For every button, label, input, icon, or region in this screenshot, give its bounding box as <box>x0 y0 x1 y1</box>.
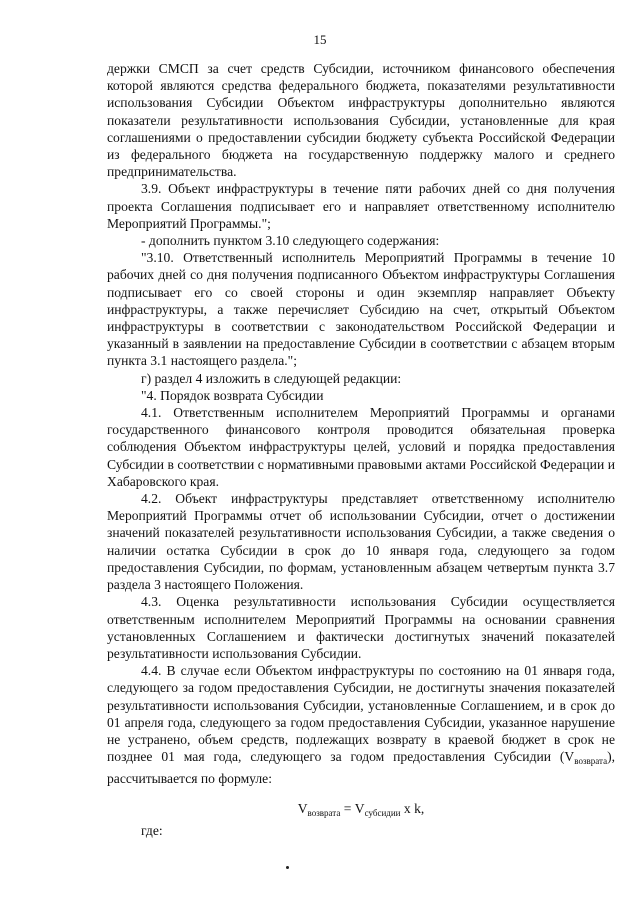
page-number: 15 <box>313 32 327 47</box>
paragraph-4-3: 4.3. Оценка результативности использования Субсидии осуществляется ответственным исполнителем Мероприятий Программы на основании сравнения установленных Соглашением и фактически достигнутых значений показателей результативности использования Субсидии. <box>107 594 615 661</box>
paragraph-amend-section-4: г) раздел 4 изложить в следующей редакции: <box>141 370 402 386</box>
paragraph-continuation: держки СМСП за счет средств Субсидии, источником финансового обеспечения которой являются средства федерального бюджета, показателями результативности использования Субсидии Объектом инфраструктуры дополнительно являются показатели результативности использования Субсидии, установленные для края соглашениями о предоставлении субсидии бюджету субъекта Российской Федерации из федерального бюджета на государственную поддержку малого и среднего предпринимательства. <box>107 61 615 180</box>
formula-v-subsidy: V <box>354 800 365 816</box>
paragraph-4-4 <box>107 662 615 787</box>
formula-rest: x k, <box>400 800 425 816</box>
paragraph-3-10: "3.10. Ответственный исполнитель Мероприятий Программы в течение 10 рабочих дней со дня получения подписанного Объектом инфраструктуры Соглашения подписывает его со своей стороны и один экземпляр направляет Объекту инфраструктуры, а также перечисляет Субсидию на счет, открытый Объектом инфраструктуры в соответствии с законодательством Российской Федерации и указанный в заявлении на предоставление Субсидии в соответствии с абзацем вторым пункта 3.1 настоящего раздела."; <box>107 250 615 369</box>
paragraph-4-4-subscript: возврата <box>574 756 608 767</box>
paragraph-amend-3-10: - дополнить пунктом 3.10 следующего содержания: <box>141 233 440 249</box>
paragraph-3-9: 3.9. Объект инфраструктуры в течение пяти рабочих дней со дня получения проекта Соглашения подписывает его и направляет ответственному исполнителю Мероприятий Программы."; <box>107 181 615 231</box>
page-mark <box>286 866 289 869</box>
paragraph-4-4-text: 4.4. В случае если Объектом инфраструктуры по состоянию на 01 января года, следующего за годом предоставления Субсидии, не достигнуты значения показателей результативности использования Субсидии, установленные Соглашением, и в срок до 01 апреля года, следующего за годом предоставления Субсидии, указанное нарушение не устранено, объем средств, подлежащих возврату в краевой бюджет в срок не позднее 01 мая года, следующего за годом предоставления Субсидии (V <box>107 663 615 765</box>
document-body <box>107 60 615 839</box>
formula-v-return-sub: возврата <box>307 807 341 818</box>
formula-v-return: V <box>297 800 308 816</box>
paragraph-4-2: 4.2. Объект инфраструктуры представляет ответственному исполнителю Мероприятий Программы отчет об использовании Субсидии, отчет о достижении значений показателей результативности использования Субсидии, а также сведения о наличии остатка Субсидии в срок до 10 января года, следующего за годом предоставления Субсидии, по формам, установленным абзацем четвертым пункта 3.7 раздела 3 настоящего Положения. <box>107 491 615 593</box>
paragraph-4-4-tail: ), рассчитывается по формуле: <box>107 749 615 787</box>
formula-equals: = <box>340 800 355 816</box>
return-formula <box>107 800 615 822</box>
paragraph-4-1: 4.1. Ответственным исполнителем Мероприятий Программы и органами государственного финансового контроля проводится обязательная проверка соблюдения Объектом инфраструктуры целей, условий и порядка предоставления Субсидии в соответствии с нормативными правовыми актами Российской Федерации и Хабаровского края. <box>107 405 615 489</box>
formula-v-subsidy-sub: субсидии <box>364 807 401 818</box>
section-4-heading: "4. Порядок возврата Субсидии <box>141 387 324 403</box>
where-label: где: <box>141 822 163 838</box>
